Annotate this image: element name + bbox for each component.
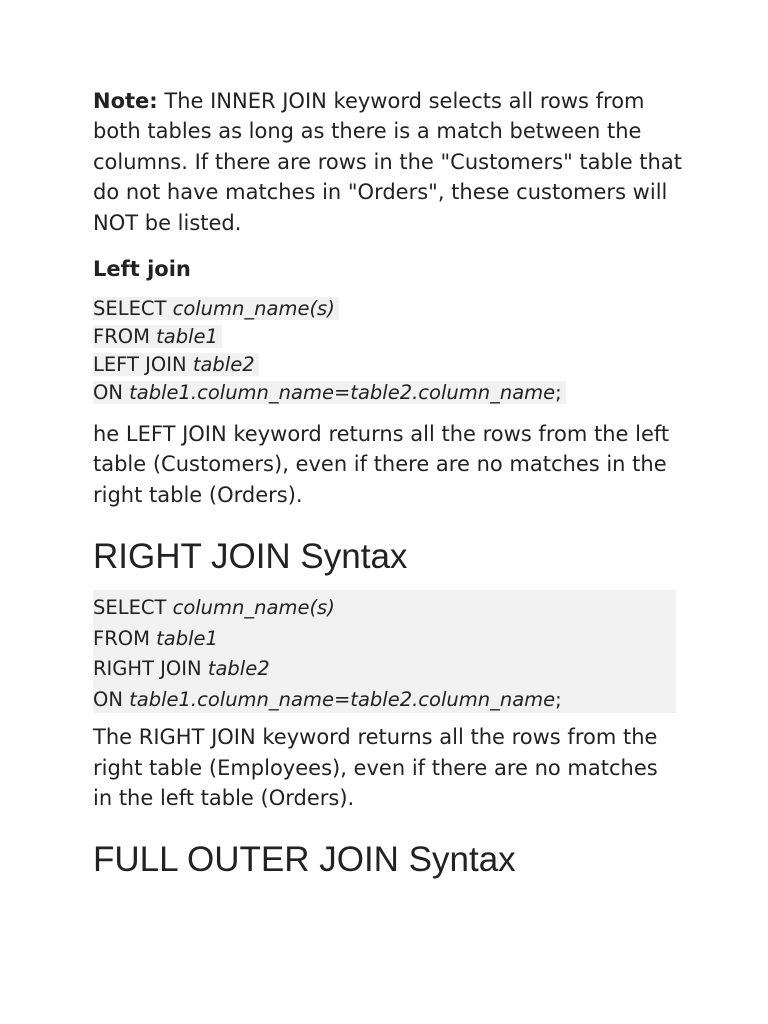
code-line <box>93 323 683 351</box>
code-argument: table1.column_name=table2.column_name <box>129 687 556 711</box>
note-paragraph <box>93 86 683 238</box>
code-keyword: FROM <box>93 325 157 349</box>
code-line <box>93 351 683 379</box>
code-argument: table1 <box>156 325 218 349</box>
code-argument: column_name(s) <box>172 297 335 321</box>
note-text: The INNER JOIN keyword selects all rows from both tables as long as there is a match between the columns. If there are rows in the "Customers" table that do not have matches in "Orders", these customers will NOT be listed. <box>93 89 682 235</box>
note-label: Note: <box>93 89 158 113</box>
code-argument: column_name(s) <box>172 596 335 620</box>
left-join-description: he LEFT JOIN keyword returns all the rows from the left table (Customers), even if there are no matches in the right table (Orders). <box>93 422 670 507</box>
code-keyword: ON <box>93 381 130 405</box>
code-keyword: LEFT JOIN <box>93 353 193 377</box>
right-join-heading: RIGHT JOIN Syntax <box>93 537 408 577</box>
code-argument: table1.column_name=table2.column_name <box>129 381 556 405</box>
right-join-description: The RIGHT JOIN keyword returns all the rows from the right table (Employees), even if there are no matches in the left table (Orders). <box>93 725 658 811</box>
code-line <box>93 624 676 655</box>
code-line <box>93 379 683 407</box>
code-argument: table1 <box>156 626 218 650</box>
code-argument: table2 <box>192 353 255 377</box>
code-argument: table2 <box>207 657 270 681</box>
code-keyword: FROM <box>93 626 157 650</box>
code-keyword: RIGHT JOIN <box>93 657 208 681</box>
code-keyword: SELECT <box>93 596 173 620</box>
document-page <box>93 86 683 881</box>
code-tail: ; <box>555 687 562 711</box>
left-join-heading: Left join <box>93 257 191 282</box>
code-line <box>93 295 683 323</box>
code-keyword: SELECT <box>93 297 173 321</box>
code-keyword: ON <box>93 687 130 711</box>
code-line <box>93 654 676 685</box>
left-join-code <box>93 295 683 407</box>
right-join-code <box>93 590 676 713</box>
full-outer-join-heading: FULL OUTER JOIN Syntax <box>93 840 516 880</box>
code-tail: ; <box>555 381 562 405</box>
code-line <box>93 593 676 624</box>
code-line <box>93 685 676 716</box>
